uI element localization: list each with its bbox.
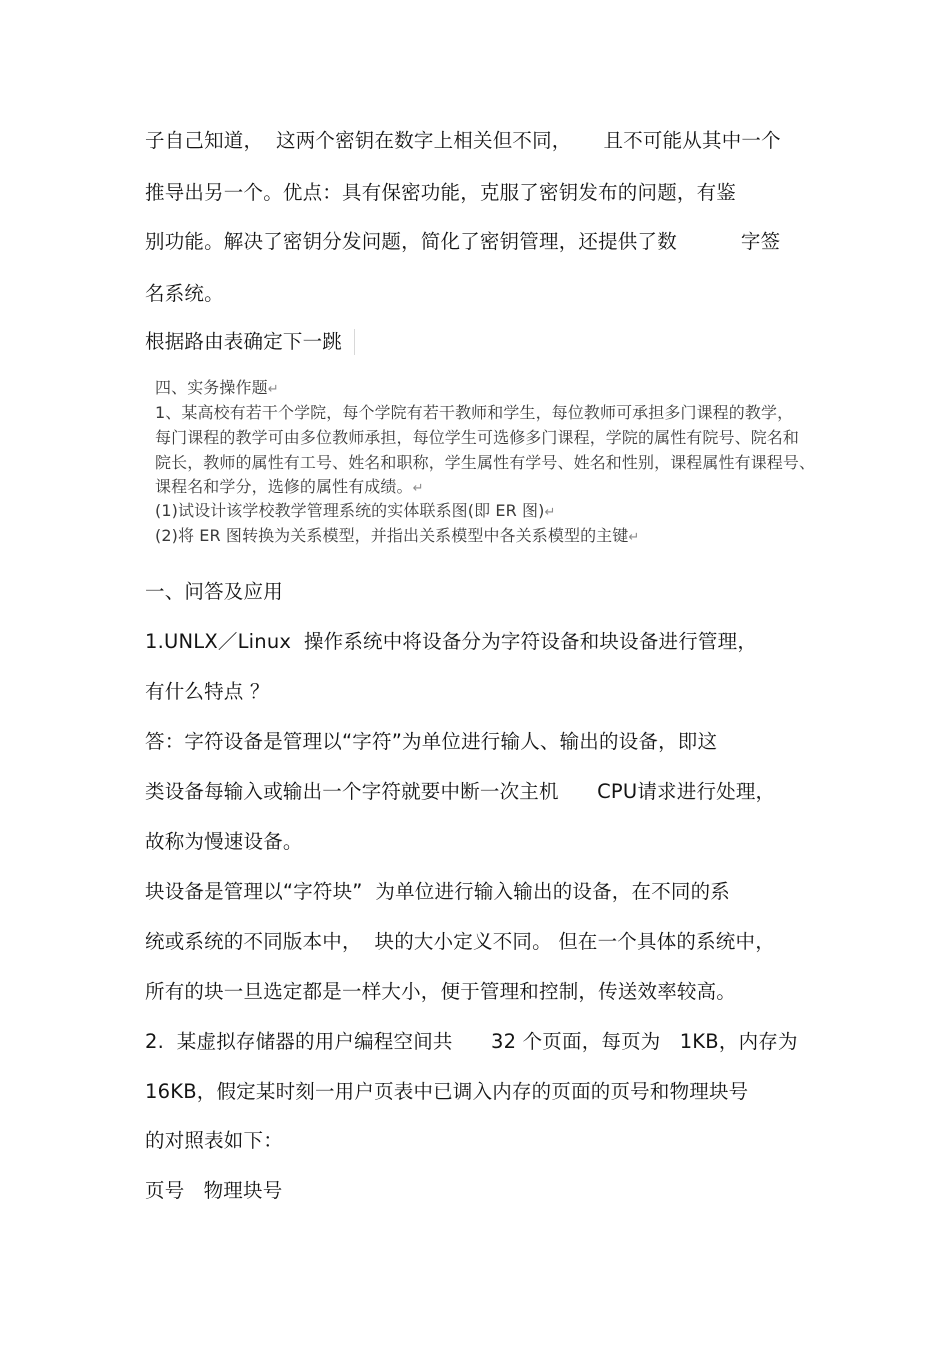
answer-line: 故称为慢速设备。 (145, 830, 303, 853)
paragraph-mark-icon: ↵ (628, 530, 640, 545)
paragraph-mark-icon: ↵ (544, 505, 556, 520)
embedded-line: 1、某高校有若干个学院，每个学院有若干教师和学生，每位教师可承担多门课程的教学， (155, 403, 794, 422)
table-header: 页号 物理块号 (145, 1179, 283, 1202)
answer-line: 类设备每输入或输出一个字符就要中断一次主机 CPU请求进行处理， (145, 780, 776, 803)
paragraph-line: 推导出另一个。优点：具有保密功能，克服了密钥发布的问题，有鉴 (145, 181, 737, 204)
paragraph-mark-icon: ↵ (412, 481, 424, 496)
question-line: 1.UNLX／Linux 操作系统中将设备分为字符设备和块设备进行管理， (145, 630, 758, 653)
question-line: 2. 某虚拟存储器的用户编程空间共 32 个页面，每页为 1KB，内存为 (145, 1030, 798, 1053)
embedded-line: 每门课程的教学可由多位教师承担，每位学生可选修多门课程，学院的属性有院号、院名和 (155, 428, 800, 447)
embedded-line: 四、实务操作题↵ (155, 378, 279, 397)
answer-line: 所有的块一旦选定都是一样大小，便于管理和控制，传送效率较高。 (145, 980, 737, 1003)
paragraph-line: 子自己知道， 这两个密钥在数字上相关但不同， 且不可能从其中一个 (145, 129, 781, 152)
section-heading: 一、问答及应用 (145, 580, 283, 603)
embedded-line: 课程名和学分，选修的属性有成绩。↵ (155, 477, 424, 496)
question-line: 有什么特点 ？ (145, 680, 270, 703)
paragraph-line: 别功能。解决了密钥分发问题，简化了密钥管理，还提供了数 字签 (145, 230, 781, 253)
answer-line: 答：字符设备是管理以“字符”为单位进行输人、输出的设备，即这 (145, 730, 718, 753)
embedded-line: (2)将 ER 图转换为关系模型，并指出关系模型中各关系模型的主键↵ (155, 526, 640, 545)
embedded-line: 院长，教师的属性有工号、姓名和职称，学生属性有学号、姓名和性别，课程属性有课程号、 (155, 453, 816, 472)
paragraph-line: 名系统。 (145, 282, 224, 305)
paragraph-mark-icon: ↵ (267, 382, 279, 397)
question-line: 的对照表如下： (145, 1129, 283, 1152)
answer-line: 块设备是管理以“字符块” 为单位进行输入输出的设备，在不同的系 (145, 880, 731, 903)
answer-line: 统或系统的不同版本中， 块的大小定义不同。 但在一个具体的系统中， (145, 930, 775, 953)
embedded-line: (1)试设计该学校教学管理系统的实体联系图(即 ER 图)↵ (155, 501, 556, 520)
question-line: 16KB，假定某时刻一用户页表中已调入内存的页面的页号和物理块号 (145, 1080, 749, 1103)
paragraph-line: 根据路由表确定下一跳 (145, 329, 355, 355)
embedded-question-image (155, 373, 825, 553)
